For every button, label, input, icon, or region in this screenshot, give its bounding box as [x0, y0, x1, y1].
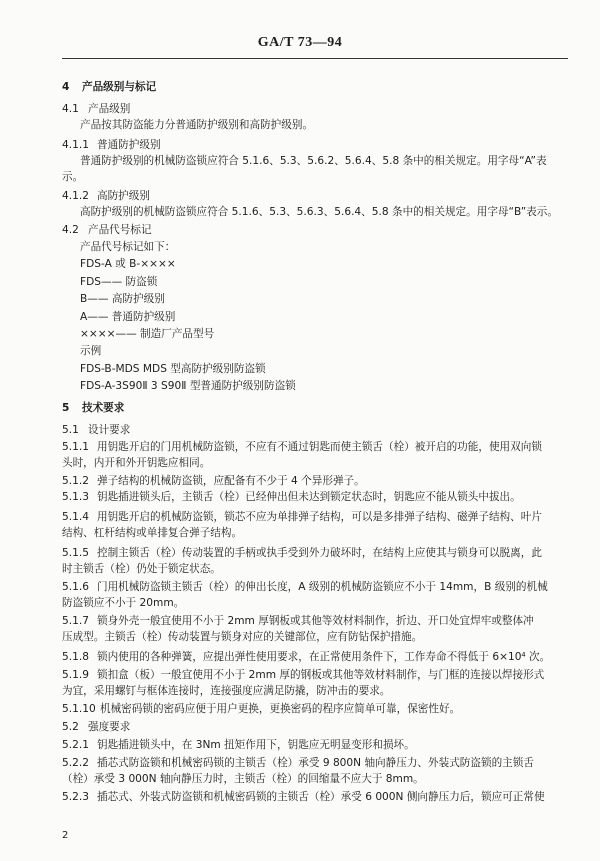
line-text: 用钥匙开启的机械防盗锁，锁芯不应为单排弹子结构，可以是多排弹子结构、磁弹子结构、叶片: [97, 511, 542, 523]
line-text: 产品级别: [88, 103, 131, 115]
line-text: 锁内使用的各种弹簧，应提出弹性使用要求，在正常使用条件下，工作寿命不得低于 6×10⁴ 次。: [97, 651, 551, 663]
line-text: 普通防护级别: [97, 139, 161, 151]
line-text: FDS—— 防盗锁: [80, 276, 158, 288]
line-text: 头时，内开和外开钥匙应相同。: [62, 457, 211, 469]
line-text: 高防护级别的机械防盗锁应符合 5.1.6、5.3、5.6.3、5.6.4、5.8 条中的相关规定。用字母“B”表示。: [80, 206, 558, 218]
section-number: 4.1: [62, 103, 79, 115]
line-text: 防盗锁应不小于 20mm。: [62, 597, 185, 609]
line-text: 高防护级别: [97, 190, 150, 202]
line-text: 产品按其防盗能力分普通防护级别和高防护级别。: [80, 119, 314, 131]
line-text: 为宜，采用螺钉与框体连接时，连接强度应满足防撬，防冲击的要求。: [62, 685, 391, 697]
section-number: 5.2.2: [62, 757, 89, 769]
line-text: 用钥匙开启的门用机械防盗锁，不应有不通过钥匙而使主锁舌（栓）被开启的功能，使用双向锁: [97, 441, 542, 453]
section-number: 4.1.1: [62, 139, 89, 151]
line-text: 插芯式防盗锁和机械密码锁的主锁舌（栓）承受 9 800N 轴向静压力、外装式防盗锁的主锁舌: [97, 757, 534, 769]
line-text: 时主锁舌（栓）仍处于锁定状态。: [62, 563, 221, 575]
page-number: 2: [62, 830, 69, 841]
document-header: GA/T 73—94: [257, 35, 343, 50]
section-heading: 产品级别与标记: [82, 81, 157, 93]
line-text: 普通防护级别的机械防盗锁应符合 5.1.6、5.3、5.6.2、5.6.4、5.8 条中的相关规定。用字母“A”表: [80, 155, 547, 167]
line-text: 强度要求: [88, 721, 131, 733]
line-text: 设计要求: [88, 424, 131, 436]
section-number: 5.2: [62, 721, 79, 733]
section-number: 5.1.5: [62, 547, 89, 559]
line-text: 压成型。主锁舌（栓）传动装置与锁身对应的关键部位，应有防钻保护措施。: [62, 631, 423, 643]
line-text: B—— 高防护级别: [80, 293, 165, 305]
line-text: 示。: [62, 171, 84, 183]
line-text: FDS-B-MDS MDS 型高防护级别防盗锁: [80, 363, 266, 375]
line-text: 控制主锁舌（栓）传动装置的手柄或执手受到外力破坏时，在结构上应使其与锁身可以脱离，此: [97, 547, 542, 559]
line-text: 弹子结构的机械防盗锁，应配备有不少于 4 个异形弹子。: [97, 475, 365, 487]
line-text: 钥匙插进锁头中，在 3Nm 扭矩作用下，钥匙应无明显变形和损坏。: [97, 739, 415, 751]
section-number: 5.1.7: [62, 615, 89, 627]
section-number: 5.1.10: [62, 703, 96, 715]
section-number: 5.1.6: [62, 581, 89, 593]
section-number: 4: [62, 81, 70, 93]
section-number: 5.2.3: [62, 791, 89, 803]
section-number: 5.1.3: [62, 491, 89, 503]
section-number: 5.1.8: [62, 651, 89, 663]
section-number: 5.2.1: [62, 739, 89, 751]
line-text: （栓）承受 3 000N 轴向静压力时，主锁舌（栓）的回缩量不应大于 8mm。: [62, 773, 424, 785]
section-number: 5.1.1: [62, 441, 89, 453]
line-text: 机械密码锁的密码应便于用户更换，更换密码的程序应简单可靠，保密性好。: [100, 703, 461, 715]
section-number: 5.1: [62, 424, 79, 436]
line-text: 门用机械防盗锁主锁舌（栓）的伸出长度，A 级别的机械防盗锁应不小于 14mm，B 级别的机械: [97, 581, 548, 593]
line-text: FDS-A-3S90Ⅱ 3 S90Ⅱ 型普通防护级别防盗锁: [80, 380, 296, 392]
line-text: 锁身外壳一般宜使用不小于 2mm 厚钢板或其他等效材料制作，折边、开口处宜焊牢或整体冲: [97, 615, 534, 627]
section-number: 4.1.2: [62, 190, 89, 202]
header-rule: [62, 58, 568, 59]
line-text: 结构、杠杆结构或单排复合弹子结构。: [62, 527, 243, 539]
section-number: 5.1.9: [62, 669, 89, 681]
line-text: 锁扣盒（板）一般宜使用不小于 2mm 厚的钢板或其他等效材料制作，与门框的连接以焊接形式: [97, 669, 545, 681]
line-text: 产品代号标记如下：: [80, 241, 176, 253]
line-text: 插芯式、外装式防盗锁和机械密码锁的主锁舌（栓）承受 6 000N 侧向静压力后，锁应可正常使: [97, 791, 545, 803]
section-number: 5.1.2: [62, 475, 89, 487]
line-text: ××××—— 制造厂产品型号: [80, 328, 215, 340]
section-number: 5.1.4: [62, 511, 89, 523]
line-text: 钥匙插进锁头后，主锁舌（栓）已经伸出但未达到锁定状态时，钥匙应不能从锁头中拔出。: [97, 491, 521, 503]
section-heading: 技术要求: [82, 402, 125, 414]
line-text: 示例: [80, 345, 102, 357]
section-number: 4.2: [62, 224, 79, 236]
line-text: A—— 普通防护级别: [80, 311, 176, 323]
line-text: 产品代号标记: [88, 224, 152, 236]
section-number: 5: [62, 402, 70, 414]
line-text: FDS-A 或 B-××××: [80, 258, 176, 270]
